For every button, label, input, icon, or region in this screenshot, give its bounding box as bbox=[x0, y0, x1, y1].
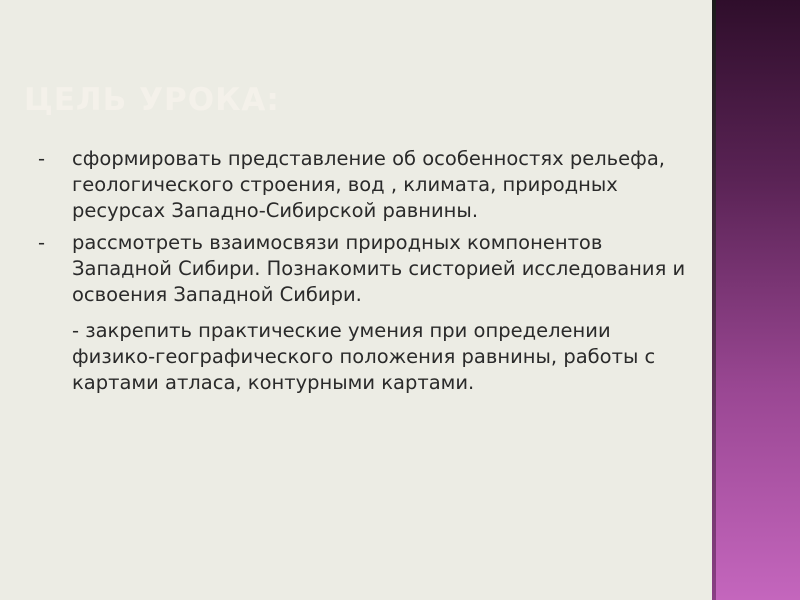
slide-body bbox=[38, 146, 698, 402]
dash-marker: - bbox=[38, 147, 46, 170]
dash-marker: - bbox=[38, 231, 46, 254]
slide-title: ЦЕЛЬ УРОКА: bbox=[24, 82, 280, 118]
goal-item-2 bbox=[38, 230, 698, 308]
goal-item-text: рассмотреть взаимосвязи природных компонентов Западной Сибири. Познакомить систорией исследования и освоения Западной Сибири. bbox=[72, 231, 686, 306]
decorative-side-stripe bbox=[712, 0, 716, 600]
goal-item-1 bbox=[38, 146, 698, 224]
goal-item-3 bbox=[38, 318, 698, 396]
goal-item-text: - закрепить практические умения при определении физико-географического положения равнины, работы с картами атласа, контурными картами. bbox=[72, 319, 656, 394]
goal-item-text: сформировать представление об особенностях рельефа, геологического строения, вод , климата, природных ресурсах Западно-Сибирской равнины. bbox=[72, 147, 665, 222]
decorative-side-panel bbox=[712, 0, 800, 600]
